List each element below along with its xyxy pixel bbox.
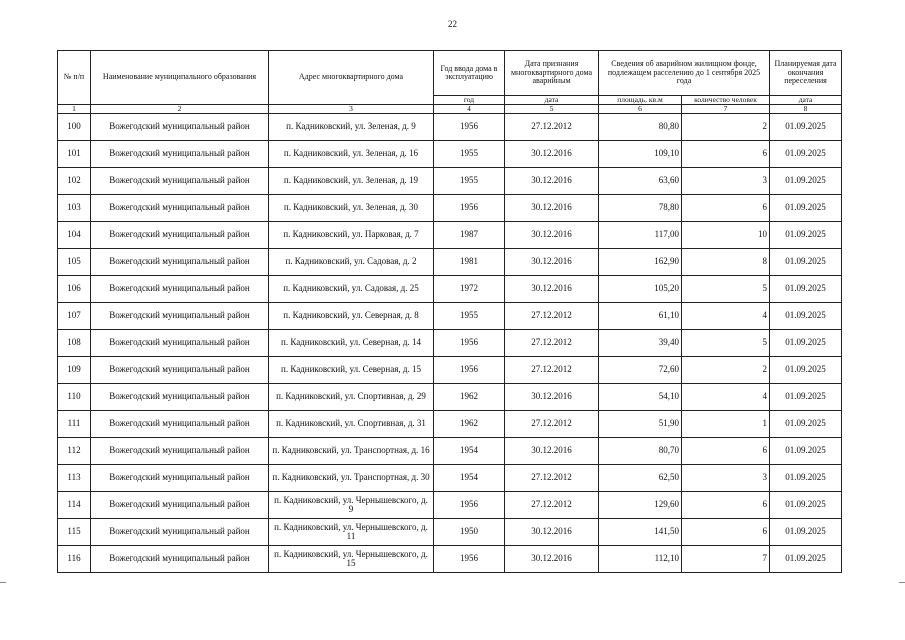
people-cell: 10 [682, 222, 770, 249]
page-number: 22 [448, 19, 457, 29]
row-number: 100 [58, 114, 91, 141]
end-date-cell: 01.09.2025 [770, 411, 842, 438]
row-number: 111 [58, 411, 91, 438]
column-number: 8 [770, 105, 842, 114]
address-cell: п. Кадниковский, ул. Зеленая, д. 9 [269, 114, 434, 141]
address-cell: п. Кадниковский, ул. Северная, д. 8 [269, 303, 434, 330]
municipality-cell: Вожегодский муниципальный район [91, 114, 269, 141]
people-cell: 3 [682, 168, 770, 195]
end-date-cell: 01.09.2025 [770, 195, 842, 222]
area-cell: 80,70 [599, 438, 682, 465]
table-row [58, 492, 842, 519]
recognition-date-cell: 30.12.2016 [505, 141, 599, 168]
table-row [58, 357, 842, 384]
address-cell: п. Кадниковский, ул. Спортивная, д. 31 [269, 411, 434, 438]
row-number: 109 [58, 357, 91, 384]
header-municipality: Наименование муниципального образования [91, 51, 269, 105]
municipality-cell: Вожегодский муниципальный район [91, 438, 269, 465]
end-date-cell: 01.09.2025 [770, 276, 842, 303]
table-row [58, 249, 842, 276]
row-number: 113 [58, 465, 91, 492]
subheader-end-date: дата [770, 96, 842, 105]
row-number: 106 [58, 276, 91, 303]
row-number: 103 [58, 195, 91, 222]
row-number: 116 [58, 546, 91, 573]
year-cell: 1962 [434, 384, 505, 411]
row-number: 104 [58, 222, 91, 249]
subheader-area: площадь, кв.м [599, 96, 682, 105]
municipality-cell: Вожегодский муниципальный район [91, 249, 269, 276]
people-cell: 4 [682, 384, 770, 411]
end-date-cell: 01.09.2025 [770, 168, 842, 195]
column-number: 3 [269, 105, 434, 114]
table-row [58, 195, 842, 222]
area-cell: 62,50 [599, 465, 682, 492]
area-cell: 51,90 [599, 411, 682, 438]
table-row [58, 114, 842, 141]
people-cell: 7 [682, 546, 770, 573]
year-cell: 1950 [434, 519, 505, 546]
end-date-cell: 01.09.2025 [770, 438, 842, 465]
address-cell: п. Кадниковский, ул. Садовая, д. 2 [269, 249, 434, 276]
year-cell: 1956 [434, 114, 505, 141]
area-cell: 63,60 [599, 168, 682, 195]
municipality-cell: Вожегодский муниципальный район [91, 411, 269, 438]
recognition-date-cell: 30.12.2016 [505, 249, 599, 276]
area-cell: 105,20 [599, 276, 682, 303]
header-address: Адрес многоквартирного дома [269, 51, 434, 105]
year-cell: 1956 [434, 195, 505, 222]
people-cell: 2 [682, 357, 770, 384]
address-cell: п. Кадниковский, ул. Чернышевского, д. 15 [269, 546, 434, 573]
year-cell: 1956 [434, 492, 505, 519]
people-cell: 1 [682, 411, 770, 438]
year-cell: 1955 [434, 168, 505, 195]
margin-mark [899, 582, 905, 583]
table-row [58, 141, 842, 168]
people-cell: 6 [682, 519, 770, 546]
municipality-cell: Вожегодский муниципальный район [91, 330, 269, 357]
municipality-cell: Вожегодский муниципальный район [91, 276, 269, 303]
area-cell: 54,10 [599, 384, 682, 411]
municipality-cell: Вожегодский муниципальный район [91, 465, 269, 492]
header-year: Год ввода дома в эксплуатацию [434, 51, 505, 96]
row-number: 108 [58, 330, 91, 357]
table-row [58, 276, 842, 303]
end-date-cell: 01.09.2025 [770, 492, 842, 519]
people-cell: 3 [682, 465, 770, 492]
address-cell: п. Кадниковский, ул. Чернышевского, д. 9 [269, 492, 434, 519]
year-cell: 1955 [434, 303, 505, 330]
row-number: 107 [58, 303, 91, 330]
end-date-cell: 01.09.2025 [770, 222, 842, 249]
people-cell: 4 [682, 303, 770, 330]
column-number: 6 [599, 105, 682, 114]
people-cell: 5 [682, 330, 770, 357]
address-cell: п. Кадниковский, ул. Парковая, д. 7 [269, 222, 434, 249]
recognition-date-cell: 30.12.2016 [505, 438, 599, 465]
address-cell: п. Кадниковский, ул. Садовая, д. 25 [269, 276, 434, 303]
municipality-cell: Вожегодский муниципальный район [91, 195, 269, 222]
margin-mark [0, 582, 6, 583]
area-cell: 162,90 [599, 249, 682, 276]
year-cell: 1956 [434, 357, 505, 384]
row-number: 110 [58, 384, 91, 411]
recognition-date-cell: 27.12.2012 [505, 303, 599, 330]
recognition-date-cell: 30.12.2016 [505, 168, 599, 195]
people-cell: 6 [682, 141, 770, 168]
address-cell: п. Кадниковский, ул. Спортивная, д. 29 [269, 384, 434, 411]
people-cell: 6 [682, 438, 770, 465]
municipality-cell: Вожегодский муниципальный район [91, 168, 269, 195]
recognition-date-cell: 30.12.2016 [505, 519, 599, 546]
address-cell: п. Кадниковский, ул. Северная, д. 15 [269, 357, 434, 384]
year-cell: 1981 [434, 249, 505, 276]
address-cell: п. Кадниковский, ул. Транспортная, д. 16 [269, 438, 434, 465]
recognition-date-cell: 27.12.2012 [505, 330, 599, 357]
column-number: 2 [91, 105, 269, 114]
year-cell: 1956 [434, 330, 505, 357]
recognition-date-cell: 30.12.2016 [505, 384, 599, 411]
area-cell: 61,10 [599, 303, 682, 330]
table-row [58, 384, 842, 411]
subheader-date: дата [505, 96, 599, 105]
address-cell: п. Кадниковский, ул. Транспортная, д. 30 [269, 465, 434, 492]
municipality-cell: Вожегодский муниципальный район [91, 384, 269, 411]
people-cell: 8 [682, 249, 770, 276]
year-cell: 1956 [434, 546, 505, 573]
table-row [58, 438, 842, 465]
end-date-cell: 01.09.2025 [770, 384, 842, 411]
year-cell: 1954 [434, 438, 505, 465]
row-number: 112 [58, 438, 91, 465]
row-number: 105 [58, 249, 91, 276]
table-row [58, 465, 842, 492]
column-number: 4 [434, 105, 505, 114]
area-cell: 117,00 [599, 222, 682, 249]
recognition-date-cell: 27.12.2012 [505, 492, 599, 519]
area-cell: 80,80 [599, 114, 682, 141]
end-date-cell: 01.09.2025 [770, 519, 842, 546]
end-date-cell: 01.09.2025 [770, 249, 842, 276]
table-row [58, 519, 842, 546]
row-number: 114 [58, 492, 91, 519]
row-number: 102 [58, 168, 91, 195]
year-cell: 1962 [434, 411, 505, 438]
municipality-cell: Вожегодский муниципальный район [91, 141, 269, 168]
end-date-cell: 01.09.2025 [770, 546, 842, 573]
subheader-people: количество человек [682, 96, 770, 105]
area-cell: 129,60 [599, 492, 682, 519]
year-cell: 1954 [434, 465, 505, 492]
area-cell: 141,50 [599, 519, 682, 546]
header-housing-info: Сведения об аварийном жилищном фонде, подлежащем расселению до 1 сентября 2025 года [599, 51, 770, 96]
end-date-cell: 01.09.2025 [770, 114, 842, 141]
row-number: 115 [58, 519, 91, 546]
subheader-year: год [434, 96, 505, 105]
end-date-cell: 01.09.2025 [770, 357, 842, 384]
table-row [58, 546, 842, 573]
recognition-date-cell: 27.12.2012 [505, 357, 599, 384]
municipality-cell: Вожегодский муниципальный район [91, 357, 269, 384]
municipality-cell: Вожегодский муниципальный район [91, 222, 269, 249]
address-cell: п. Кадниковский, ул. Зеленая, д. 30 [269, 195, 434, 222]
recognition-date-cell: 30.12.2016 [505, 195, 599, 222]
header-recognition-date: Дата признания многоквартирного дома аварийным [505, 51, 599, 96]
municipality-cell: Вожегодский муниципальный район [91, 546, 269, 573]
column-number: 1 [58, 105, 91, 114]
address-cell: п. Кадниковский, ул. Северная, д. 14 [269, 330, 434, 357]
table-row [58, 168, 842, 195]
resettlement-table [57, 50, 842, 573]
address-cell: п. Кадниковский, ул. Зеленая, д. 16 [269, 141, 434, 168]
table-row [58, 330, 842, 357]
table-row [58, 411, 842, 438]
year-cell: 1955 [434, 141, 505, 168]
area-cell: 112,10 [599, 546, 682, 573]
people-cell: 6 [682, 492, 770, 519]
area-cell: 72,60 [599, 357, 682, 384]
table-row [58, 222, 842, 249]
municipality-cell: Вожегодский муниципальный район [91, 303, 269, 330]
municipality-cell: Вожегодский муниципальный район [91, 492, 269, 519]
people-cell: 5 [682, 276, 770, 303]
area-cell: 78,80 [599, 195, 682, 222]
municipality-cell: Вожегодский муниципальный район [91, 519, 269, 546]
end-date-cell: 01.09.2025 [770, 330, 842, 357]
header-planned-date: Планируемая дата окончания переселения [770, 51, 842, 96]
column-number: 5 [505, 105, 599, 114]
table-row [58, 303, 842, 330]
area-cell: 109,10 [599, 141, 682, 168]
year-cell: 1987 [434, 222, 505, 249]
recognition-date-cell: 27.12.2012 [505, 114, 599, 141]
address-cell: п. Кадниковский, ул. Зеленая, д. 19 [269, 168, 434, 195]
recognition-date-cell: 27.12.2012 [505, 465, 599, 492]
header-number: № п/п [58, 51, 91, 105]
recognition-date-cell: 30.12.2016 [505, 276, 599, 303]
recognition-date-cell: 30.12.2016 [505, 222, 599, 249]
area-cell: 39,40 [599, 330, 682, 357]
column-number: 7 [682, 105, 770, 114]
address-cell: п. Кадниковский, ул. Чернышевского, д. 11 [269, 519, 434, 546]
end-date-cell: 01.09.2025 [770, 465, 842, 492]
end-date-cell: 01.09.2025 [770, 141, 842, 168]
recognition-date-cell: 30.12.2016 [505, 546, 599, 573]
recognition-date-cell: 27.12.2012 [505, 411, 599, 438]
row-number: 101 [58, 141, 91, 168]
people-cell: 2 [682, 114, 770, 141]
year-cell: 1972 [434, 276, 505, 303]
end-date-cell: 01.09.2025 [770, 303, 842, 330]
people-cell: 6 [682, 195, 770, 222]
